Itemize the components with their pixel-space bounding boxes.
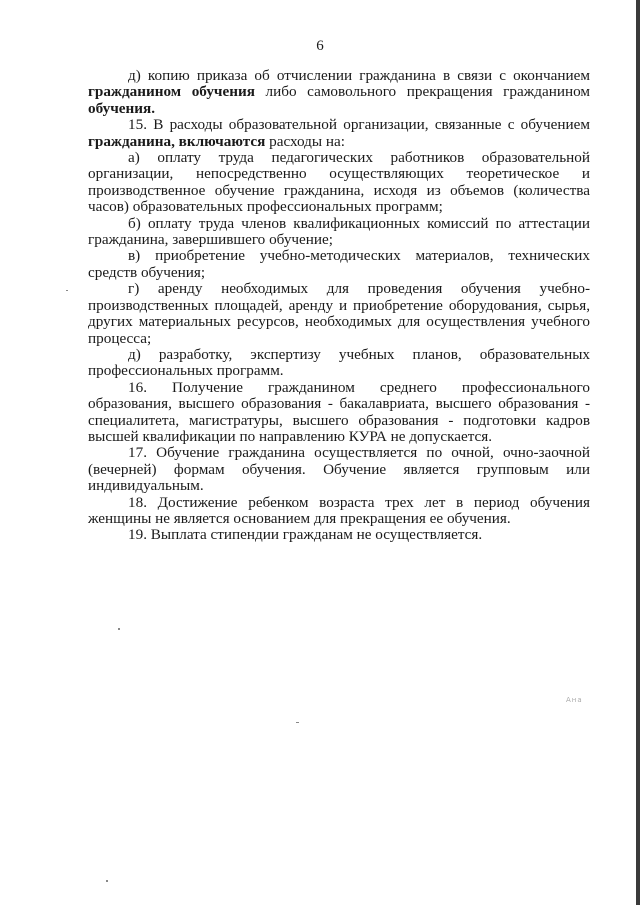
paragraph-18: 18. Достижение ребенком возраста трех лет в период обучения женщины не является основанием для прекращения ее обучения. <box>88 493 590 527</box>
paragraph-17: 17. Обучение гражданина осуществляется по очной, очно-заочной (вечерней) формам обучения. Обучение является групповым или индивидуальным. <box>88 444 590 495</box>
paragraph-15 <box>88 117 590 150</box>
scan-speck <box>118 628 120 630</box>
scan-speck <box>66 290 68 291</box>
paragraph-15-text: 15. В расходы образовательной организации, связанные с обучением <box>128 116 590 134</box>
bold-fragment: обучения. <box>88 99 156 117</box>
text-fragment: расходы на: <box>265 132 346 150</box>
bold-fragment: гражданина, включаются <box>88 132 266 150</box>
scan-speck <box>106 880 108 882</box>
page-number: 6 <box>316 38 324 54</box>
list-item-a: а) оплату труда педагогических работников образовательной организации, непосредственно осуществляющих теоретическое и производственное обучение гражданина, исходя из объемов (количества часов) образовательных профессиональных программ; <box>88 149 590 216</box>
document-body <box>88 68 590 544</box>
paragraph-16: 16. Получение гражданином среднего профессионального образования, высшего образования - бакалавриата, высшего образования - специалитета, магистратуры, высшего образования - подготовки кадров высшей квалификации по направлению КУРА не допускается. <box>88 378 590 445</box>
bold-fragment: гражданином обучения <box>88 83 255 101</box>
scan-edge-shadow <box>636 0 640 905</box>
scan-mark: Ана <box>566 696 583 704</box>
text-fragment: либо самовольного прекращения гражданином <box>254 83 590 101</box>
list-item-v: в) приобретение учебно-методических материалов, технических средств обучения; <box>88 247 590 281</box>
paragraph-19: 19. Выплата стипендии гражданам не осуществляется. <box>128 526 483 544</box>
scan-speck <box>296 722 299 723</box>
paragraph-d-previous-line1: д) копию приказа об отчислении гражданина в связи с окончанием <box>128 67 590 84</box>
list-item-d: д) разработку, экспертизу учебных планов, образовательных профессиональных программ. <box>88 345 590 380</box>
list-item-g: г) аренду необходимых для проведения обучения учебно-производственных площадей, аренду и приобретение оборудования, сырья, других материальных ресурсов, необходимых для осуществления учебного процесса; <box>88 280 590 347</box>
list-item-b: б) оплату труда членов квалификационных комиссий по аттестации гражданина, завершившего обучение; <box>88 214 590 249</box>
paragraph-d-previous <box>88 68 590 117</box>
